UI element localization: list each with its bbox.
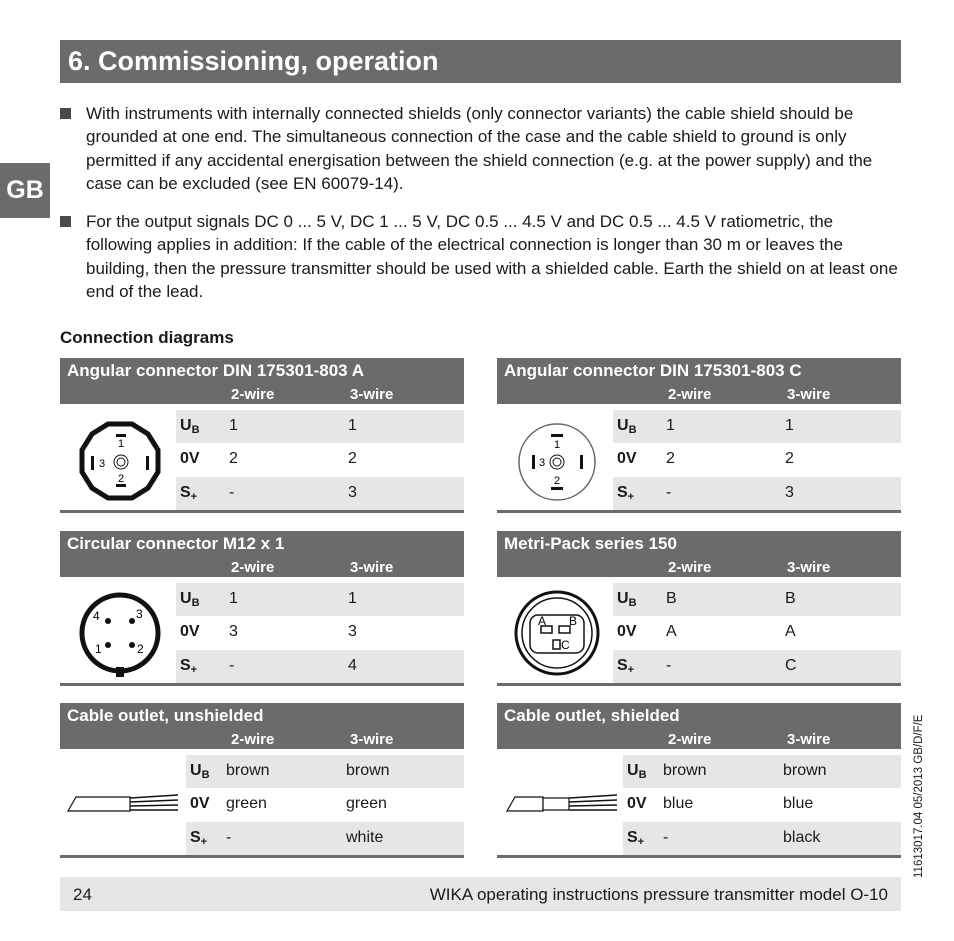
cell-2wire: brown (663, 762, 707, 779)
side-document-number: 11613017.04 05/2013 GB/D/F/E (913, 714, 925, 878)
cell-2wire: 1 (666, 417, 675, 434)
panel-bottom-rule (497, 683, 901, 686)
pin-label: 1 (554, 439, 561, 451)
row-label-ub: $U_B$ (190, 762, 210, 781)
row-label-0v: 0V (617, 450, 637, 468)
cell-2wire: blue (663, 795, 694, 813)
cell-2wire: 1 (229, 590, 238, 607)
row-label-splus: $S_+$ (617, 656, 635, 676)
connection-panel (497, 703, 901, 848)
cell-3wire: 3 (785, 483, 794, 501)
table-row (176, 616, 464, 649)
col-header-3wire: 3-wire (350, 386, 394, 403)
cell-2wire: - (229, 483, 235, 501)
panel-header (60, 358, 464, 404)
wiring-table (623, 755, 901, 855)
row-label-splus: $S_+$ (627, 828, 645, 848)
cell-3wire: 4 (348, 656, 357, 674)
cell-3wire: 3 (348, 483, 357, 501)
wiring-table (613, 583, 901, 683)
cell-3wire: green (346, 795, 387, 813)
panel-title: Circular connector M12 x 1 (67, 534, 285, 553)
row-label-ub: $U_B$ (180, 590, 200, 609)
footer-document-title: WIKA operating instructions pressure transmitter model O-10 (429, 885, 888, 904)
panel-header (497, 703, 901, 749)
col-header-3wire: 3-wire (350, 731, 394, 748)
language-tab: GB (0, 163, 50, 218)
cell-3wire: brown (346, 762, 390, 779)
table-row (613, 616, 901, 649)
table-row (176, 443, 464, 476)
unshielded-cable-icon (60, 755, 186, 855)
wiring-table (176, 410, 464, 510)
pin-label: 2 (118, 473, 125, 485)
pin-label: 1 (118, 438, 125, 450)
col-header-2wire: 2-wire (231, 559, 275, 576)
bullet-item (60, 102, 900, 195)
bullet-text: For the output signals DC 0 ... 5 V, DC 1 ... 5 V, DC 0.5 ... 4.5 V and DC 0.5 ... 4.5 V ratiometric, the following applies in addition: If the cable of the electrical connection is longer than 30 m or leaves the building, then the pressure transmitter should be used with a shielded cable. Earth the shield on at least one end of the lead. (86, 212, 898, 301)
pin-label: 3 (136, 607, 143, 621)
din-a-connector-icon (60, 410, 176, 510)
pin-label: C (561, 638, 570, 652)
title-bar (60, 40, 901, 83)
cell-2wire: green (226, 795, 267, 813)
panel-bottom-rule (60, 683, 464, 686)
col-header-2wire: 2-wire (231, 386, 275, 403)
table-row (176, 650, 464, 683)
cell-3wire: B (785, 590, 796, 607)
m12-connector-icon (60, 583, 176, 683)
pin-label: 4 (93, 609, 100, 623)
cell-2wire: 2 (666, 450, 675, 468)
col-header-2wire: 2-wire (668, 386, 712, 403)
bullet-item (60, 210, 900, 303)
pin-label: 1 (95, 642, 102, 656)
cell-3wire: 2 (348, 450, 357, 468)
cell-2wire: 3 (229, 623, 238, 641)
col-header-3wire: 3-wire (350, 559, 394, 576)
cell-2wire: 1 (229, 417, 238, 434)
pin-label: 3 (99, 458, 106, 470)
cell-2wire: B (666, 590, 677, 607)
row-label-splus: $S_+$ (190, 828, 208, 848)
panel-title: Metri-Pack series 150 (504, 534, 677, 553)
cell-2wire: - (663, 828, 669, 846)
cell-3wire: 2 (785, 450, 794, 468)
table-row (613, 443, 901, 476)
cell-3wire: C (785, 656, 797, 674)
row-label-splus: $S_+$ (180, 483, 198, 503)
table-row (176, 410, 464, 443)
cell-3wire: 1 (348, 590, 357, 607)
col-header-2wire: 2-wire (668, 559, 712, 576)
table-row (186, 755, 464, 788)
col-header-3wire: 3-wire (787, 559, 831, 576)
din-c-connector-icon (497, 410, 613, 510)
page-footer (60, 877, 901, 911)
connection-panel (497, 531, 901, 676)
connection-panel (497, 358, 901, 503)
table-row (186, 788, 464, 821)
panel-bottom-rule (497, 855, 901, 858)
table-row (623, 755, 901, 788)
row-label-0v: 0V (617, 623, 637, 641)
wiring-table (186, 755, 464, 855)
row-label-ub: $U_B$ (180, 417, 200, 436)
cell-3wire: 1 (348, 417, 357, 434)
table-row (186, 822, 464, 855)
cell-2wire: brown (226, 762, 270, 779)
table-row (613, 477, 901, 510)
table-row (176, 477, 464, 510)
page-number: 24 (73, 885, 92, 904)
wiring-table (176, 583, 464, 683)
cell-3wire: 1 (785, 417, 794, 434)
table-row (623, 822, 901, 855)
pin-label: 3 (539, 457, 546, 469)
panel-bottom-rule (497, 510, 901, 513)
table-row (623, 788, 901, 821)
page-title: 6. Commissioning, operation (68, 46, 439, 76)
panel-bottom-rule (60, 510, 464, 513)
row-label-ub: $U_B$ (627, 762, 647, 781)
row-label-splus: $S_+$ (180, 656, 198, 676)
panel-header (60, 531, 464, 577)
row-label-splus: $S_+$ (617, 483, 635, 503)
cell-2wire: 2 (229, 450, 238, 468)
panel-title: Cable outlet, unshielded (67, 706, 264, 725)
wiring-table (613, 410, 901, 510)
panel-header (497, 358, 901, 404)
bullet-square-icon (60, 108, 71, 119)
shielded-cable-icon (497, 755, 623, 855)
row-label-ub: $U_B$ (617, 417, 637, 436)
table-row (613, 410, 901, 443)
row-label-ub: $U_B$ (617, 590, 637, 609)
col-header-3wire: 3-wire (787, 731, 831, 748)
cell-3wire: brown (783, 762, 827, 779)
panel-bottom-rule (60, 855, 464, 858)
connection-panel (60, 358, 464, 503)
col-header-3wire: 3-wire (787, 386, 831, 403)
table-row (613, 583, 901, 616)
pin-label: B (569, 614, 578, 628)
panel-header (497, 531, 901, 577)
cell-3wire: blue (783, 795, 814, 813)
panel-title: Angular connector DIN 175301-803 A (67, 361, 364, 380)
row-label-0v: 0V (190, 795, 210, 813)
table-row (613, 650, 901, 683)
pin-label: 2 (554, 475, 561, 487)
cell-3wire: A (785, 623, 796, 641)
cell-3wire: black (783, 828, 821, 846)
bullet-text: With instruments with internally connected shields (only connector variants) the cable shield should be grounded at one end. The simultaneous connection of the case and the cable shield to ground is only permitted if any accidental energisation between the shield connection (e.g. at the power supply) and the case can be excluded (see EN 60079-14). (86, 104, 873, 193)
cell-3wire: white (346, 828, 384, 846)
pin-label: A (538, 614, 547, 628)
row-label-0v: 0V (180, 623, 200, 641)
col-header-2wire: 2-wire (668, 731, 712, 748)
panel-title: Cable outlet, shielded (504, 706, 680, 725)
cell-2wire: A (666, 623, 677, 641)
cell-3wire: 3 (348, 623, 357, 641)
connection-panel (60, 531, 464, 676)
row-label-0v: 0V (180, 450, 200, 468)
bullet-square-icon (60, 216, 71, 227)
cell-2wire: - (226, 828, 232, 846)
cell-2wire: - (229, 656, 235, 674)
metri-pack-connector-icon (497, 583, 613, 683)
panel-title: Angular connector DIN 175301-803 C (504, 361, 802, 380)
connection-panel (60, 703, 464, 848)
row-label-0v: 0V (627, 795, 647, 813)
col-header-2wire: 2-wire (231, 731, 275, 748)
table-row (176, 583, 464, 616)
cell-2wire: - (666, 656, 672, 674)
panel-header (60, 703, 464, 749)
section-heading: Connection diagrams (60, 328, 234, 347)
cell-2wire: - (666, 483, 672, 501)
pin-label: 2 (137, 642, 144, 656)
